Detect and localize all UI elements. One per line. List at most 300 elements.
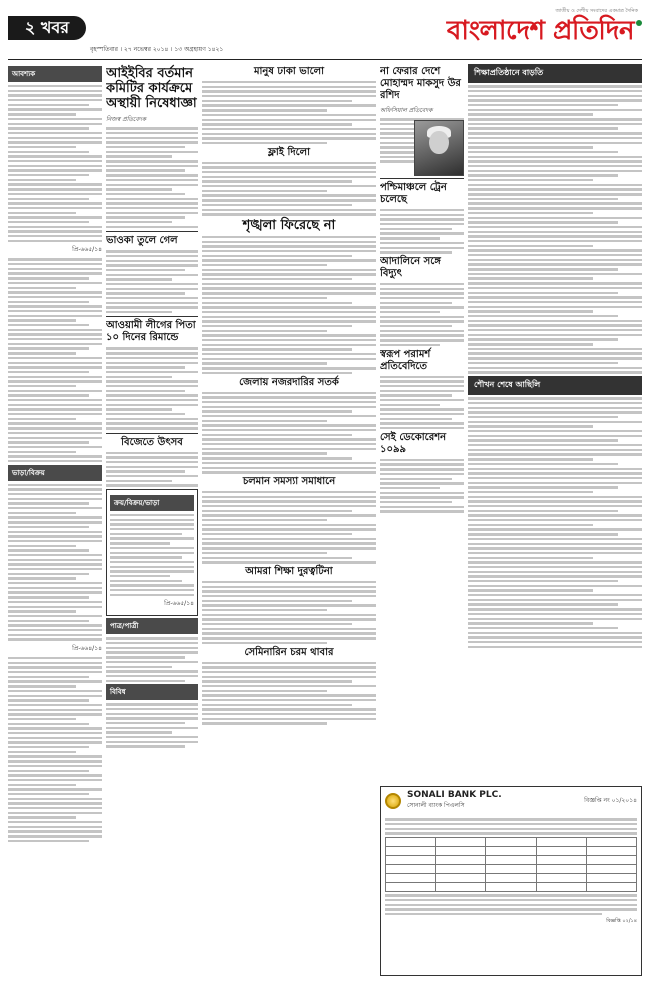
text-line [106, 269, 185, 271]
text-line [8, 165, 102, 167]
text-line [8, 357, 102, 359]
table-cell [586, 874, 636, 883]
text-line [468, 543, 642, 545]
text-line [8, 413, 102, 415]
text-line [106, 207, 198, 209]
text-line [468, 528, 642, 530]
text-line [8, 620, 89, 622]
text-line [468, 435, 642, 437]
text-line [202, 557, 352, 559]
text-line [202, 524, 376, 526]
text-line [106, 137, 198, 139]
headline-chalan: চলমান সমস্যা সমাধানে [242, 475, 336, 487]
text-line [468, 514, 642, 516]
text-line [468, 519, 642, 521]
text-line [8, 634, 102, 636]
text-line [8, 305, 102, 307]
table-cell [436, 838, 486, 847]
table-row [386, 865, 637, 874]
text-line [202, 128, 376, 130]
text-line [468, 127, 618, 129]
text-line [106, 202, 198, 204]
text-line [106, 221, 172, 223]
divider [106, 231, 198, 232]
text-line [8, 427, 102, 429]
text-line [380, 344, 440, 346]
text-line [468, 533, 618, 535]
text-line [106, 736, 198, 738]
text-line [468, 613, 642, 615]
table-cell [486, 847, 536, 856]
text-line [110, 528, 194, 530]
text-line [385, 899, 637, 901]
text-line [202, 190, 327, 192]
text-line [202, 642, 327, 644]
headline-bidout: বিজেতে উৎসব [121, 436, 183, 448]
text-line [380, 399, 464, 401]
text-line [8, 319, 76, 321]
text-line [468, 608, 642, 610]
text-line [468, 348, 642, 350]
text-line [202, 171, 376, 173]
text-line [202, 176, 376, 178]
text-line [468, 90, 642, 92]
text-line [106, 713, 198, 715]
text-line [468, 547, 642, 549]
page-number: ২ [24, 17, 36, 37]
text-line [106, 703, 198, 705]
text-line [8, 268, 102, 270]
text-line [106, 184, 198, 186]
text-line [8, 352, 76, 354]
text-line [202, 452, 327, 454]
text-line [202, 199, 376, 201]
text-line [8, 432, 102, 434]
text-line [8, 559, 102, 561]
text-line [468, 561, 642, 563]
text-line [8, 343, 102, 345]
text-line [468, 179, 593, 181]
text-line [8, 709, 102, 711]
text-line [8, 685, 76, 687]
text-line [8, 512, 76, 514]
text-line [8, 455, 102, 457]
table-cell [386, 874, 436, 883]
text-line [468, 282, 642, 284]
text-line [468, 123, 642, 125]
text-line [106, 722, 185, 724]
text-line [202, 194, 376, 196]
text-line [202, 109, 327, 111]
text-line [8, 624, 102, 626]
text-line [8, 127, 89, 129]
text-line [8, 422, 102, 424]
text-line [468, 566, 642, 568]
divider [380, 178, 464, 179]
text-line [468, 449, 642, 451]
text-line [8, 770, 89, 772]
text-line [468, 416, 618, 418]
text-line [8, 591, 102, 593]
classified-section-misc: পাত্র/পাত্রী [106, 618, 198, 634]
text-line [106, 274, 198, 276]
text-line [380, 334, 464, 336]
text-line [8, 230, 102, 232]
text-line [106, 155, 172, 157]
text-line [468, 212, 593, 214]
text-line [468, 524, 593, 526]
text-line [106, 399, 198, 401]
text-line [202, 514, 376, 516]
text-line [468, 496, 642, 498]
text-line [385, 894, 637, 896]
text-line [8, 573, 89, 575]
divider [106, 433, 198, 434]
text-line [106, 127, 198, 129]
text-line [8, 301, 89, 303]
text-line [8, 202, 102, 204]
text-line [8, 784, 76, 786]
text-line [468, 472, 642, 474]
text-line [468, 367, 642, 369]
text-line [202, 162, 376, 164]
text-line [202, 505, 376, 507]
headline-zilla: জেলায় নজরদারির সতর্ক [239, 376, 339, 388]
text-line [8, 788, 102, 790]
text-line [380, 501, 452, 503]
text-line [110, 580, 182, 582]
text-line [106, 352, 198, 354]
table-cell [586, 883, 636, 892]
text-line [8, 169, 102, 171]
text-line [202, 581, 376, 583]
text-line [202, 586, 376, 588]
text-line [468, 113, 593, 115]
text-line [202, 278, 352, 280]
text-line [380, 380, 464, 382]
text-line [468, 411, 642, 413]
text-line [8, 723, 89, 725]
text-line [8, 629, 102, 631]
text-line [468, 263, 642, 265]
text-line [468, 259, 642, 261]
text-line [380, 339, 464, 341]
text-line [8, 755, 102, 757]
text-line [380, 463, 464, 465]
text-line [8, 287, 76, 289]
text-line [106, 470, 185, 472]
classified-section-general: বিবিধ [106, 684, 198, 700]
text-line [106, 347, 198, 349]
text-line [468, 151, 618, 153]
text-line [380, 320, 464, 322]
text-line [106, 366, 185, 368]
text-line [202, 81, 376, 83]
text-line [468, 142, 642, 144]
text-line [106, 292, 185, 294]
table-cell [486, 883, 536, 892]
text-line [468, 571, 642, 573]
text-line [106, 745, 185, 747]
text-line [468, 641, 642, 643]
text-line [106, 362, 198, 364]
text-line [106, 160, 198, 162]
text-line [106, 212, 198, 214]
text-line [380, 311, 440, 313]
headline-train: পশ্চিমাঞ্চলে ট্রেন চলেছে [380, 182, 447, 205]
text-line [380, 288, 464, 290]
text-line [468, 585, 642, 587]
text-line [8, 137, 102, 139]
bank-name: SONALI BANK PLC. [407, 790, 502, 800]
text-line [202, 448, 376, 450]
text-line [106, 642, 198, 644]
text-line [8, 615, 102, 617]
text-line [468, 231, 642, 233]
text-line [8, 151, 89, 153]
text-line [468, 249, 642, 251]
text-line [468, 202, 642, 204]
text-line [8, 376, 102, 378]
text-line [468, 477, 642, 479]
text-line [8, 310, 102, 312]
text-line [8, 263, 102, 265]
text-line [8, 90, 102, 92]
text-line [8, 666, 102, 668]
text-line [202, 362, 327, 364]
text-line [468, 165, 642, 167]
text-line [8, 193, 102, 195]
text-line [8, 835, 102, 837]
text-line [8, 638, 102, 640]
text-line [380, 218, 464, 220]
text-line [385, 823, 637, 825]
page-number-badge [8, 16, 86, 40]
text-line [468, 371, 642, 373]
text-line [468, 137, 642, 139]
text-line [202, 236, 376, 238]
text-line [8, 174, 89, 176]
headline-vodka: ভাওকা তুলে গেল [106, 235, 178, 247]
text-line [106, 656, 185, 658]
table-row [386, 838, 637, 847]
text-line [202, 292, 376, 294]
text-line [202, 264, 327, 266]
text-line [468, 324, 642, 326]
text-line [106, 741, 198, 743]
text-line [202, 637, 376, 639]
masthead [447, 8, 642, 46]
text-line [106, 404, 198, 406]
classified-box [106, 489, 198, 616]
text-line [106, 680, 185, 682]
text-line [106, 371, 198, 373]
text-line [8, 207, 102, 209]
text-line [106, 132, 198, 134]
text-line [106, 484, 198, 486]
text-line [380, 496, 464, 498]
text-line [380, 427, 464, 429]
text-line [106, 169, 185, 171]
headline-shoron: শৌখন শেষে আছিলি [468, 376, 642, 395]
text-line [8, 291, 102, 293]
text-line [8, 526, 89, 528]
headline-amader: আমরা শিক্ষা দুরত্বটিনা [245, 565, 333, 577]
text-line [8, 141, 102, 143]
text-line [202, 628, 376, 630]
text-line [8, 418, 76, 420]
text-line [380, 330, 464, 332]
text-line [202, 552, 327, 554]
text-line [468, 468, 642, 470]
text-line [8, 123, 102, 125]
text-line [468, 174, 618, 176]
text-line [202, 114, 376, 116]
text-line [8, 601, 102, 603]
text-line [380, 422, 464, 424]
byline: নিজস্ব প্রতিবেদক [106, 116, 147, 123]
text-line [202, 415, 376, 417]
text-line [468, 184, 642, 186]
text-line [106, 390, 185, 392]
text-line [8, 516, 102, 518]
text-line [106, 461, 198, 463]
text-line [8, 582, 102, 584]
text-line [8, 690, 102, 692]
text-line [8, 695, 102, 697]
text-line [468, 580, 618, 582]
text-line [8, 587, 102, 589]
text-line [106, 427, 198, 429]
text-line [8, 802, 102, 804]
text-line [110, 537, 194, 539]
text-line [8, 258, 102, 260]
text-line [8, 188, 102, 190]
text-line [468, 425, 593, 427]
text-line [8, 704, 102, 706]
text-line [380, 223, 464, 225]
text-line [468, 510, 618, 512]
text-line [380, 413, 464, 415]
text-line [468, 636, 642, 638]
text-line [202, 623, 352, 625]
table-row [386, 874, 637, 883]
text-line [106, 675, 198, 677]
text-line [8, 812, 102, 814]
text-line [8, 85, 102, 87]
text-line [385, 908, 637, 910]
text-line [468, 273, 642, 275]
text-line [202, 424, 376, 426]
text-line [202, 528, 376, 530]
text-line [380, 376, 464, 378]
text-line [468, 458, 593, 460]
text-line [202, 609, 327, 611]
text-line [202, 334, 376, 336]
text-line [468, 310, 593, 312]
text-line [380, 232, 464, 234]
text-line [8, 240, 102, 242]
text-line [8, 760, 102, 762]
logo-text: বাংলাদেশ প্রতিদিন [446, 16, 634, 46]
text-line [106, 731, 172, 733]
text-line [106, 260, 198, 262]
table-cell [436, 874, 486, 883]
text-line [110, 552, 194, 554]
text-line [202, 255, 352, 257]
text-line [202, 287, 376, 289]
text-line [202, 590, 376, 592]
table-cell [536, 856, 586, 865]
text-line [8, 540, 102, 542]
text-line [202, 500, 376, 502]
dateline: বৃহস্পতিবার । ২৭ নভেম্বর ২০১৪ । ১৩ অগ্রহায়ণ ১৪২১ [90, 46, 224, 53]
table-cell [386, 847, 436, 856]
text-line [8, 676, 89, 678]
text-line [380, 478, 452, 480]
text-line [202, 690, 327, 692]
text-line [8, 132, 102, 134]
divider [106, 316, 198, 317]
text-line [380, 283, 464, 285]
text-line [106, 250, 198, 252]
text-line [202, 241, 376, 243]
text-line [468, 482, 642, 484]
text-line [8, 155, 102, 157]
text-line [202, 538, 376, 540]
text-line [202, 671, 376, 673]
text-line [468, 627, 618, 629]
text-line [202, 533, 352, 535]
text-line [106, 297, 198, 299]
text-line [8, 104, 89, 106]
text-line [380, 510, 464, 512]
text-line [380, 473, 464, 475]
news-column-center [202, 64, 376, 976]
text-line [380, 237, 440, 239]
text-line [8, 732, 102, 734]
text-line [8, 488, 102, 490]
text-line [106, 188, 172, 190]
text-line [8, 484, 102, 486]
headline-flyover: ফ্লাই দিলো [268, 146, 310, 158]
text-line [8, 798, 102, 800]
text-line [380, 459, 464, 461]
text-line [8, 282, 102, 284]
text-line [468, 245, 593, 247]
text-line [202, 302, 352, 304]
text-line [8, 779, 102, 781]
table-cell [536, 847, 586, 856]
text-line [202, 273, 376, 275]
text-line [8, 826, 102, 828]
text-line [468, 397, 642, 399]
text-line [202, 406, 376, 408]
text-line [106, 376, 172, 378]
table-cell [436, 865, 486, 874]
text-line [468, 352, 642, 354]
text-line [8, 563, 102, 565]
text-line [202, 372, 352, 374]
text-line [468, 217, 642, 219]
text-line [8, 507, 102, 509]
text-line [106, 727, 198, 729]
headline-shrinkhala: শৃঙ্খলা ফিরেছে না [242, 217, 336, 233]
text-line [380, 482, 464, 484]
byline: অফিসিয়াল প্রতিবেদক [380, 107, 433, 114]
text-line [8, 404, 102, 406]
text-line [468, 439, 618, 441]
